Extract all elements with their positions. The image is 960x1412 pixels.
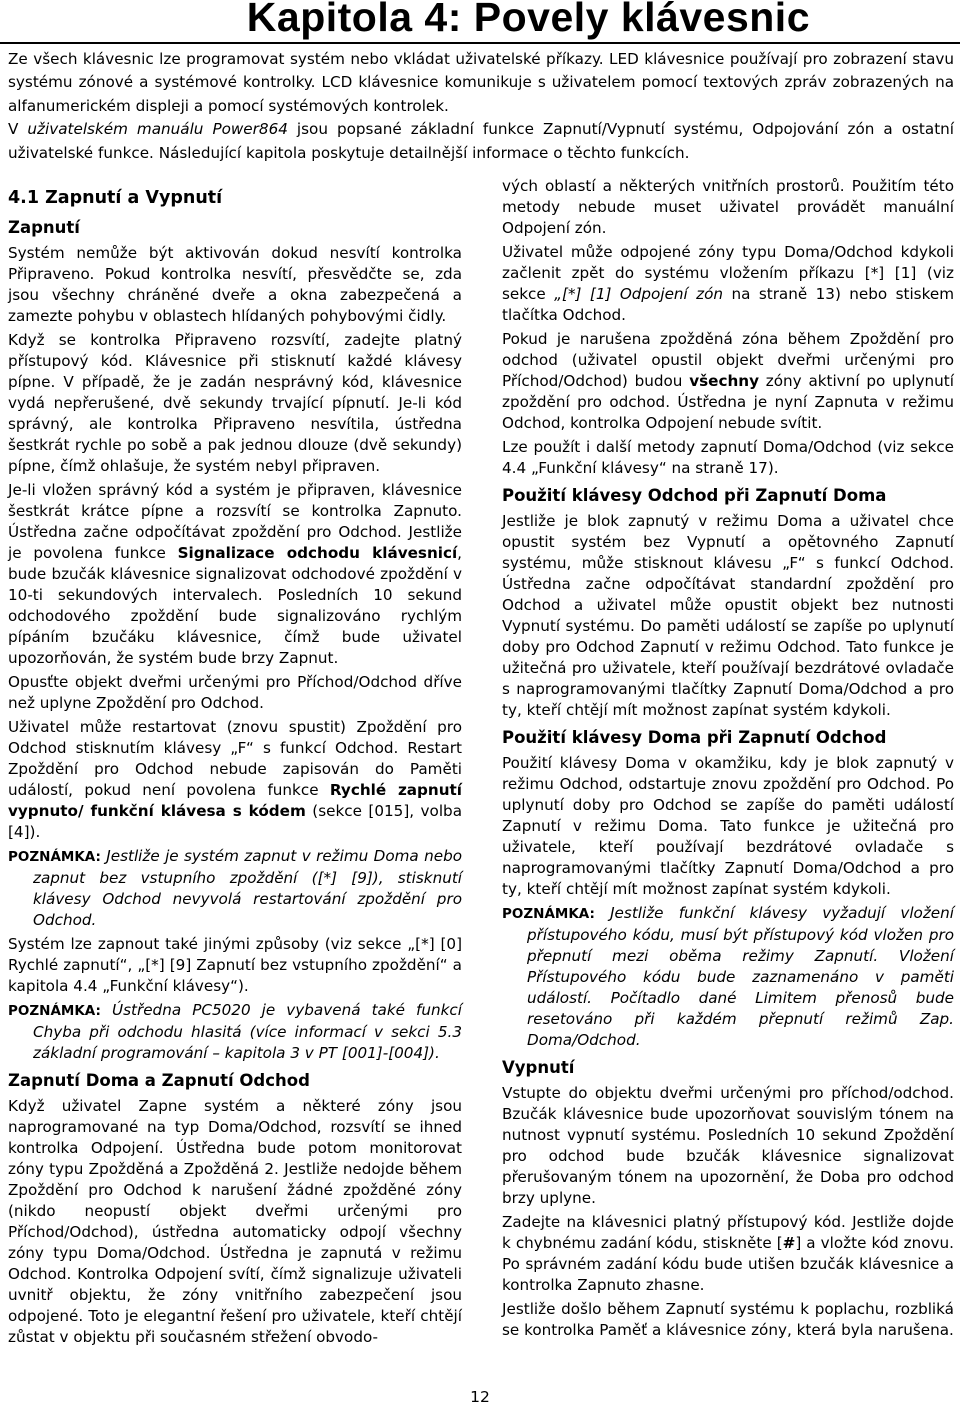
paragraph: Jestliže je blok zapnutý v režimu Doma a uživatel chce opustit systém bez Vypnutí a opětovného Zapnutí systému, může stisknout klávesu „F“ s funkcí Odchod. Ústředna začne odpočítávat standardní zpoždění pro Odchod a uživatel může opustit objekt bez nutnosti Vypnutí systému. Do paměti událostí se zapíše po uplynutí doby pro Odchod Zapnutí v režimu Odchod. Tato funkce je užitečná pro uživatele, kteří používají bezdrátové ovladače s naprogramovanými tlačítky Zapnutí Doma/Odchod a pro ty, kteří chtějí mít možnost zapínat systém kdykoli.: [502, 512, 954, 719]
paragraph: Systém lze zapnout také jinými způsoby (viz sekce „[*] [0] Rychlé zapnutí“, „[*] [9] Zapnutí bez vstupního zpoždění“ a kapitola 4.4 „Funkční klávesy“).: [8, 935, 462, 995]
subheading-zapnuti: Zapnutí: [8, 218, 80, 237]
subheading-doma-odchod: Zapnutí Doma a Zapnutí Odchod: [8, 1071, 310, 1090]
paragraph: [502, 242, 954, 326]
left-column: [8, 186, 462, 1351]
page-number: 12: [470, 1388, 490, 1406]
manual-reference: uživatelském manuálu Power864: [27, 120, 288, 139]
paragraph: Použití klávesy Doma v okamžiku, kdy je blok zapnutý v režimu Odchod, odstartuje znovu zpoždění pro Odchod. Po uplynutí doby pro Odchod se zapíše do paměti událostí Zapnutí v režimu Doma. Tato funkce je užitečná pro uživatele, kteří používají bezdrátové ovladače s naprogramovanými tlačítky Zapnutí Doma/Odchod a pro ty, kteří chtějí mít možnost zapínat systém kdykoli.: [502, 754, 954, 898]
paragraph: Opusťte objekt dveřmi určenými pro Příchod/Odchod dříve než uplyne Zpoždění pro Odchod.: [8, 673, 462, 712]
subheading-vypnuti: Vypnutí: [502, 1058, 575, 1077]
text: ] a vložte kód znovu. Po správném zadání kódu bude utišen bzučák klávesnice a kontrolka Zapnuto zhasne.: [502, 1234, 954, 1294]
note-text: Ústředna PC5020 je vybavená také funkcí Chyba při odchodu hlasitá (více informací v sekci 5.3 základní programování – kapitola 3 v PT [001]-[004]).: [33, 1001, 462, 1062]
subheading-doma-key: Použití klávesy Doma při Zapnutí Odchod: [502, 728, 887, 747]
text: Zadejte na klávesnici platný přístupový kód. Jestliže dojde k chybnému zadání kódu, stiskněte [: [502, 1213, 954, 1252]
note: [502, 903, 954, 1051]
text: na straně 13) nebo stiskem tlačítka Odchod.: [502, 285, 954, 324]
note-text: Jestliže je systém zapnut v režimu Doma nebo zapnut bez vstupního zpoždění ([*] [9]), stisknutí klávesy Odchod nevyvolá restartování zpoždění pro Odchod.: [33, 847, 462, 929]
intro-paragraph-1: Ze všech klávesnic lze programovat systém nebo vkládat uživatelské příkazy. LED klávesnice používají pro zobrazení stavu systému zónové a systémové kontrolky. LCD klávesnice komunikuje s uživatelem pomocí textových zpráv zobrazených na alfanumerickém displeji a pomocí systémových kontrolek.: [8, 50, 954, 115]
note-text: Jestliže funkční klávesy vyžadují vložení přístupového kódu, musí být přístupový kód vložen pro přepnutí mezi oběma režimy Zapnutí. Vložení Přístupového kódu bude zaznamenáno v paměti událostí. Počítadlo dané Limitem přenosů bude resetováno při každém přepnutí režimů Zap. Doma/Odchod.: [527, 904, 954, 1049]
intro-paragraph-2: [8, 118, 954, 165]
note-label: POZNÁMKA:: [8, 849, 101, 865]
note: [8, 1000, 462, 1064]
paragraph: Jestliže došlo během Zapnutí systému k poplachu, rozbliká se kontrolka Paměť a klávesnice zóny, která byla narušena.: [502, 1300, 954, 1339]
intro-text: V: [8, 120, 28, 139]
text: zóny aktivní po uplynutí zpoždění pro odchod. Ústředna je nyní Zapnuta v režimu Odchod, kontrolka Odpojení nebude svítit.: [502, 372, 954, 432]
paragraph: Systém nemůže být aktivován dokud nesvítí kontrolka Připraveno. Pokud kontrolka nesvítí, přesvědčte se, zda jsou všechny chráněné dveře a okna zabezpečená a zamezte pohybu v oblastech hlídaných pohybovými čidly.: [8, 244, 462, 325]
text: Pokud je narušena zpožděná zóna během Zpoždění pro odchod (uživatel opustil objekt dveřmi určenými pro Příchod/Odchod) budou: [502, 330, 954, 390]
paragraph: Když uživatel Zapne systém a některé zóny jsou naprogramované na typ Doma/Odchod, rozsvítí se ihned kontrolka Odpojení. Ústředna bude potom monitorovat zóny typu Zpožděná a Zpožděná 2. Jestliže nedojde během Zpoždění pro Odchod k narušení žádné zpožděné zóny (nikdo neopustí objekt dveřmi určenými pro Příchod/Odchod), ústředna automaticky odpojí všechny zóny typu Doma/Odchod. Ústředna je zapnutá v režimu Odchod. Kontrolka Odpojení svítí, čímž signalizuje uživateli uvnitř objektu, že zóny vnitřního zabezpečení jsou odpojené. Toto je elegantní řešení pro uživatele, kteří chtějí zůstat v objektu při současném střežení obvodo-: [8, 1097, 462, 1346]
text: Je-li vložen správný kód a systém je připraven, klávesnice šestkrát krátce pípne a rozsvítí se kontrolka Zapnuto. Ústředna začne odpočítávat zpoždění pro Odchod. Jestliže je povolena funkce: [8, 481, 462, 562]
paragraph: Když se kontrolka Připraveno rozsvítí, zadejte platný přístupový kód. Klávesnice při stisknutí každé klávesy pípne. V případě, že je zadán nesprávný kód, klávesnice vydá nepřerušené, dvě sekundy trvající pípnutí. Je-li kód správný, ale kontrolka Připraveno nesvítila, ústředna šestkrát rychle po sobě a pak jednou dlouze (dvě sekundy) pípne, čímž ohlašuje, že systém nebyl připraven.: [8, 331, 462, 475]
note: [8, 846, 462, 931]
paragraph: vých oblastí a některých vnitřních prostorů. Použitím této metody nebude muset uživatel provádět manuální Odpojení zón.: [502, 177, 954, 237]
note-label: POZNÁMKA:: [502, 906, 595, 922]
text: Uživatel může restartovat (znovu spustit) Zpoždění pro Odchod stisknutím klávesy „F“ s funkcí Odchod. Restart Zpoždění pro Odchod nebude zapisován do Paměti událostí, pokud není povolena funkce: [8, 718, 462, 799]
paragraph: [502, 1212, 954, 1296]
paragraph: [502, 329, 954, 434]
chapter-header: [0, 0, 960, 44]
paragraph: [8, 717, 462, 843]
text: , bude bzučák klávesnice signalizovat odchodové zpoždění v 10-ti sekundových intervalech. Posledních 10 sekund odchodového zpoždění bude signalizováno rychlým pípáním bzučáku klávesnice, čímž bude uživatel upozorňován, že systém bude brzy Zapnut.: [8, 544, 462, 667]
subheading-odchod-key: Použití klávesy Odchod při Zapnutí Doma: [502, 486, 887, 505]
bold-term: všechny: [689, 372, 759, 390]
paragraph: Vstupte do objektu dveřmi určenými pro příchod/odchod. Bzučák klávesnice bude upozorňovat souvislým tónem na nutnost vypnutí systému. Posledních 10 sekund Zpoždění pro odchod bude bzučák klávesnice signalizovat přerušovaným tónem na upozornění, že Doba pro odchod brzy uplyne.: [502, 1084, 954, 1207]
note-label: POZNÁMKA:: [8, 1003, 101, 1019]
bold-term: Signalizace odchodu klávesnicí: [177, 544, 458, 562]
bold-term: Rychlé zapnutí vypnuto/ funkční klávesa s kódem: [8, 781, 463, 820]
intro-section: [8, 48, 954, 165]
text: Uživatel může odpojené zóny typu Doma/Odchod kdykoli začlenit zpět do systému vložením příkazu [*] [1] (viz sekce: [502, 243, 954, 303]
intro-text: jsou popsané základní funkce Zapnutí/Vypnutí systému, Odpojování zón a ostatní uživatelské funkce. Následující kapitola poskytuje detailnější informace o těchto funkcích.: [8, 120, 954, 162]
section-reference: „[*] [1] Odpojení zón: [554, 285, 724, 303]
bold-key: #: [782, 1234, 796, 1252]
chapter-title: Kapitola 4: Povely klávesnic: [246, 0, 810, 40]
paragraph: Lze použít i další metody zapnutí Doma/Odchod (viz sekce 4.4 „Funkční klávesy“ na straně 17).: [502, 438, 954, 477]
right-column: [502, 176, 954, 1344]
paragraph: [8, 480, 462, 669]
section-heading: 4.1 Zapnutí a Vypnutí: [8, 188, 223, 208]
text: (sekce [015], volba [4]).: [8, 802, 462, 841]
